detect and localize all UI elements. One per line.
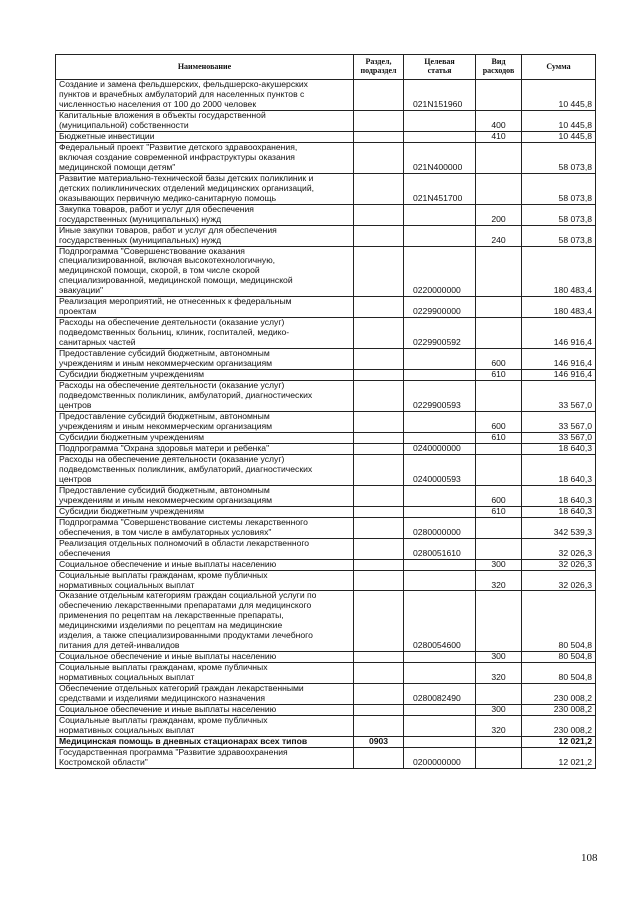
- row-section: [354, 454, 404, 485]
- row-sum: 80 504,8: [522, 652, 596, 663]
- row-type: [476, 142, 522, 173]
- table-row: [56, 591, 596, 652]
- row-type: [476, 684, 522, 705]
- row-type: [476, 538, 522, 559]
- row-sum: 146 916,4: [522, 349, 596, 370]
- table-row: [56, 131, 596, 142]
- row-section: [354, 443, 404, 454]
- row-type: 610: [476, 370, 522, 381]
- table-row: [56, 297, 596, 318]
- row-section: [354, 663, 404, 684]
- row-target: [404, 349, 476, 370]
- row-section: [354, 246, 404, 297]
- row-sum: 58 073,8: [522, 173, 596, 204]
- row-target: [404, 737, 476, 748]
- row-type: 300: [476, 559, 522, 570]
- row-target: 0220000000: [404, 246, 476, 297]
- table-row: [56, 80, 596, 111]
- row-sum: 80 504,8: [522, 663, 596, 684]
- row-section: [354, 381, 404, 412]
- row-section: [354, 716, 404, 737]
- row-section: [354, 570, 404, 591]
- row-target: 021N151960: [404, 80, 476, 111]
- row-sum: 12 021,2: [522, 737, 596, 748]
- row-type: [476, 748, 522, 769]
- row-sum: 33 567,0: [522, 432, 596, 443]
- row-type: 300: [476, 705, 522, 716]
- row-name: Социальное обеспечение и иные выплаты населению: [56, 559, 354, 570]
- row-target: 0280082490: [404, 684, 476, 705]
- row-name: Предоставление субсидий бюджетным, автономным учреждениям и иным некоммерческим организациям: [56, 485, 354, 506]
- row-sum: 33 567,0: [522, 412, 596, 433]
- row-name: Обеспечение отдельных категорий граждан лекарственными средствами и изделиями медицинского назначения: [56, 684, 354, 705]
- row-target: [404, 225, 476, 246]
- row-name: Подпрограмма "Совершенствование системы лекарственного обеспечения, в том числе в амбулаторных условиях": [56, 517, 354, 538]
- row-target: 0229900593: [404, 381, 476, 412]
- table-row: [56, 506, 596, 517]
- row-name: Социальные выплаты гражданам, кроме публичных нормативных социальных выплат: [56, 663, 354, 684]
- table-row: [56, 412, 596, 433]
- row-type: [476, 454, 522, 485]
- row-sum: 33 567,0: [522, 381, 596, 412]
- row-name: Субсидии бюджетным учреждениям: [56, 432, 354, 443]
- row-section: [354, 432, 404, 443]
- row-target: [404, 506, 476, 517]
- table-row: [56, 538, 596, 559]
- row-sum: 32 026,3: [522, 570, 596, 591]
- row-type: 320: [476, 663, 522, 684]
- row-target: 0200000000: [404, 748, 476, 769]
- row-sum: 18 640,3: [522, 454, 596, 485]
- page-number: 108: [581, 852, 598, 864]
- row-sum: 230 008,2: [522, 705, 596, 716]
- row-section: [354, 204, 404, 225]
- row-target: [404, 716, 476, 737]
- row-name: Подпрограмма "Совершенствование оказания специализированной, включая высокотехнологичную, медицинской помощи, скорой, в том числе скорой специализированной, медицинской помощи, медицинской эвакуации": [56, 246, 354, 297]
- row-section: [354, 110, 404, 131]
- row-section: [354, 748, 404, 769]
- row-type: 400: [476, 110, 522, 131]
- table-row: [56, 570, 596, 591]
- row-sum: 18 640,3: [522, 485, 596, 506]
- row-target: [404, 663, 476, 684]
- row-section: [354, 349, 404, 370]
- row-target: [404, 412, 476, 433]
- row-type: [476, 297, 522, 318]
- table-body: [56, 80, 596, 769]
- row-sum: 10 445,8: [522, 80, 596, 111]
- row-name: Предоставление субсидий бюджетным, автономным учреждениям и иным некоммерческим организациям: [56, 412, 354, 433]
- row-sum: 18 640,3: [522, 443, 596, 454]
- row-type: 320: [476, 570, 522, 591]
- row-type: 200: [476, 204, 522, 225]
- row-name: Реализация отдельных полномочий в области лекарственного обеспечения: [56, 538, 354, 559]
- header-name: Наименование: [56, 55, 354, 80]
- row-target: 0240000593: [404, 454, 476, 485]
- table-row: [56, 370, 596, 381]
- row-type: [476, 517, 522, 538]
- table-row: [56, 443, 596, 454]
- row-section: [354, 485, 404, 506]
- row-name: Бюджетные инвестиции: [56, 131, 354, 142]
- row-sum: 32 026,3: [522, 538, 596, 559]
- row-target: [404, 370, 476, 381]
- row-target: [404, 705, 476, 716]
- row-section: [354, 225, 404, 246]
- row-target: [404, 110, 476, 131]
- table-row: [56, 716, 596, 737]
- row-name: Социальное обеспечение и иные выплаты населению: [56, 705, 354, 716]
- table-row: [56, 737, 596, 748]
- header-sum: Сумма: [522, 55, 596, 80]
- row-target: [404, 652, 476, 663]
- row-sum: 146 916,4: [522, 370, 596, 381]
- header-row: [56, 55, 596, 80]
- row-name: Оказание отдельным категориям граждан социальной услуги по обеспечению лекарственными препаратами для медицинского применения по рецептам на лекарственные препараты, медицинскими изделиями по рецептам на медицинские изделия, а также специализированными продуктами лечебного питания для детей-инвалидов: [56, 591, 354, 652]
- row-type: [476, 246, 522, 297]
- row-target: 0229900592: [404, 318, 476, 349]
- row-name: Создание и замена фельдшерских, фельдшерско-акушерских пунктов и врачебных амбулаторий для населенных пунктов с численностью населения от 100 до 2000 человек: [56, 80, 354, 111]
- table-row: [56, 748, 596, 769]
- table-row: [56, 652, 596, 663]
- row-type: [476, 173, 522, 204]
- row-name: Социальное обеспечение и иные выплаты населению: [56, 652, 354, 663]
- row-target: 0280051610: [404, 538, 476, 559]
- row-sum: 12 021,2: [522, 748, 596, 769]
- row-target: 0240000000: [404, 443, 476, 454]
- row-type: 610: [476, 506, 522, 517]
- row-name: Субсидии бюджетным учреждениям: [56, 370, 354, 381]
- row-sum: 18 640,3: [522, 506, 596, 517]
- row-section: [354, 318, 404, 349]
- row-section: 0903: [354, 737, 404, 748]
- row-target: 0280000000: [404, 517, 476, 538]
- table-row: [56, 684, 596, 705]
- row-name: Расходы на обеспечение деятельности (оказание услуг) подведомственных поликлиник, амбулаторий, диагностических центров: [56, 454, 354, 485]
- row-type: [476, 591, 522, 652]
- row-type: 610: [476, 432, 522, 443]
- row-target: [404, 432, 476, 443]
- row-sum: 180 483,4: [522, 246, 596, 297]
- row-sum: 146 916,4: [522, 318, 596, 349]
- table-row: [56, 110, 596, 131]
- row-type: [476, 80, 522, 111]
- row-section: [354, 652, 404, 663]
- row-target: 0280054600: [404, 591, 476, 652]
- row-name: Государственная программа "Развитие здравоохранения Костромской области": [56, 748, 354, 769]
- row-target: 021N451700: [404, 173, 476, 204]
- row-section: [354, 559, 404, 570]
- row-target: [404, 204, 476, 225]
- row-type: 240: [476, 225, 522, 246]
- row-sum: 58 073,8: [522, 225, 596, 246]
- table-row: [56, 349, 596, 370]
- row-sum: 10 445,8: [522, 110, 596, 131]
- row-section: [354, 684, 404, 705]
- row-name: Медицинская помощь в дневных стационарах всех типов: [56, 737, 354, 748]
- row-type: 600: [476, 349, 522, 370]
- row-name: Иные закупки товаров, работ и услуг для обеспечения государственных (муниципальных) нужд: [56, 225, 354, 246]
- row-sum: 230 008,2: [522, 716, 596, 737]
- row-target: [404, 131, 476, 142]
- row-section: [354, 538, 404, 559]
- row-type: [476, 318, 522, 349]
- table-row: [56, 225, 596, 246]
- header-type: Вид расходов: [476, 55, 522, 80]
- row-sum: 10 445,8: [522, 131, 596, 142]
- row-name: Развитие материально-технической базы детских поликлиник и детских поликлинических отделений медицинских организаций, оказывающих первичную медико-санитарную помощь: [56, 173, 354, 204]
- row-sum: 32 026,3: [522, 559, 596, 570]
- row-name: Подпрограмма "Охрана здоровья матери и ребенка": [56, 443, 354, 454]
- row-target: 021N400000: [404, 142, 476, 173]
- row-section: [354, 517, 404, 538]
- header-target: Целевая статья: [404, 55, 476, 80]
- row-section: [354, 506, 404, 517]
- table-row: [56, 432, 596, 443]
- row-sum: 342 539,3: [522, 517, 596, 538]
- row-target: 0229900000: [404, 297, 476, 318]
- table-row: [56, 485, 596, 506]
- row-type: [476, 381, 522, 412]
- row-section: [354, 370, 404, 381]
- table-row: [56, 454, 596, 485]
- row-section: [354, 131, 404, 142]
- row-section: [354, 142, 404, 173]
- table-row: [56, 204, 596, 225]
- row-type: 600: [476, 485, 522, 506]
- table-row: [56, 142, 596, 173]
- row-target: [404, 559, 476, 570]
- budget-table: [55, 54, 596, 769]
- row-name: Социальные выплаты гражданам, кроме публичных нормативных социальных выплат: [56, 716, 354, 737]
- table-row: [56, 559, 596, 570]
- row-type: [476, 443, 522, 454]
- row-section: [354, 173, 404, 204]
- row-type: 300: [476, 652, 522, 663]
- row-section: [354, 412, 404, 433]
- row-sum: 58 073,8: [522, 204, 596, 225]
- row-section: [354, 80, 404, 111]
- row-sum: 180 483,4: [522, 297, 596, 318]
- row-name: Федеральный проект "Развитие детского здравоохранения, включая создание современной инфраструктуры оказания медицинской помощи детям": [56, 142, 354, 173]
- row-name: Расходы на обеспечение деятельности (оказание услуг) подведомственных поликлиник, амбулаторий, диагностических центров: [56, 381, 354, 412]
- row-section: [354, 297, 404, 318]
- row-name: Субсидии бюджетным учреждениям: [56, 506, 354, 517]
- row-section: [354, 705, 404, 716]
- table-row: [56, 246, 596, 297]
- row-type: 600: [476, 412, 522, 433]
- row-type: [476, 737, 522, 748]
- table-row: [56, 173, 596, 204]
- row-name: Закупка товаров, работ и услуг для обеспечения государственных (муниципальных) нужд: [56, 204, 354, 225]
- row-name: Капитальные вложения в объекты государственной (муниципальной) собственности: [56, 110, 354, 131]
- row-name: Предоставление субсидий бюджетным, автономным учреждениям и иным некоммерческим организациям: [56, 349, 354, 370]
- row-name: Социальные выплаты гражданам, кроме публичных нормативных социальных выплат: [56, 570, 354, 591]
- table-row: [56, 381, 596, 412]
- table-row: [56, 663, 596, 684]
- header-section: Раздел, подраздел: [354, 55, 404, 80]
- row-name: Расходы на обеспечение деятельности (оказание услуг) подведомственных больниц, клиник, госпиталей, медико- санитарных частей: [56, 318, 354, 349]
- row-name: Реализация мероприятий, не отнесенных к федеральным проектам: [56, 297, 354, 318]
- row-type: 320: [476, 716, 522, 737]
- table-row: [56, 318, 596, 349]
- row-sum: 80 504,8: [522, 591, 596, 652]
- row-target: [404, 570, 476, 591]
- row-target: [404, 485, 476, 506]
- row-sum: 230 008,2: [522, 684, 596, 705]
- row-type: 410: [476, 131, 522, 142]
- table-row: [56, 517, 596, 538]
- table-row: [56, 705, 596, 716]
- row-sum: 58 073,8: [522, 142, 596, 173]
- row-section: [354, 591, 404, 652]
